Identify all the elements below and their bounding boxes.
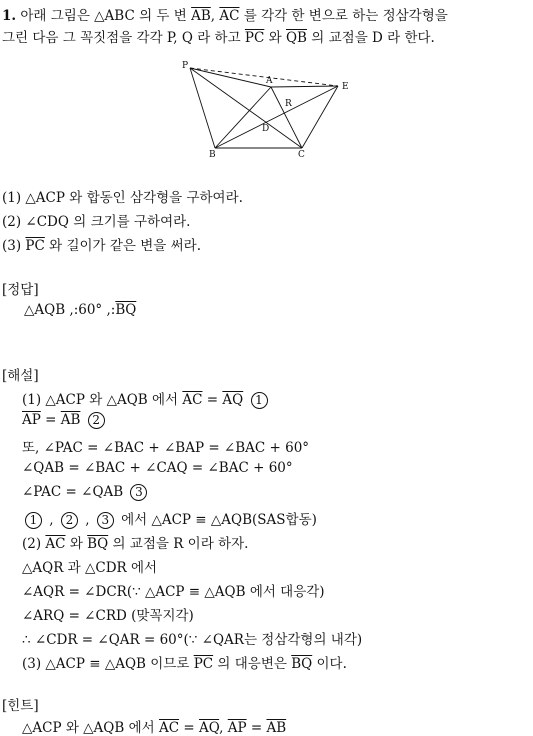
comma: , [85, 512, 90, 528]
question-3 [2, 234, 201, 254]
segment-bq: $\overline{BQ}$ [291, 656, 313, 672]
solution-text: 의 교점을 R 이라 하자. [112, 536, 249, 552]
solution-text: 에서 △ACP ≡ △AQB(SAS합동) [121, 512, 317, 528]
equals-sign: = [206, 392, 219, 408]
equals-sign: = [45, 412, 57, 428]
label-e: E [342, 82, 349, 92]
circled-number-2: 2 [61, 512, 78, 529]
segment-pa [190, 68, 271, 87]
question-text: 와 길이가 같은 변을 써라. [49, 238, 202, 254]
solution-text: ∠PAC = ∠QAB [22, 484, 124, 500]
segment-aq: $\overline{AQ}$ [222, 392, 244, 408]
solution-line-2 [22, 412, 108, 429]
solution-line-10: ∠ARQ = ∠CRD (맞꼭지각) [22, 608, 194, 624]
hint-heading: [힌트] [2, 698, 39, 714]
separator: , [210, 8, 216, 24]
equals-sign: = [250, 720, 263, 736]
solution-line-6 [22, 508, 317, 529]
question-1: (1) △ACP 와 합동인 삼각형을 구하여라. [2, 190, 243, 206]
geometry-figure [0, 0, 533, 170]
solution-line-5 [22, 484, 150, 501]
segment-ac: $\overline{AC}$ [182, 392, 203, 408]
solution-text: 의 대응변은 [217, 656, 287, 672]
solution-text: (1) △ACP 와 △AQB 에서 [22, 392, 179, 408]
circled-number-2: 2 [88, 412, 105, 429]
solution-line-3: 또, ∠PAC = ∠BAC + ∠BAP = ∠BAC + 60° [22, 440, 310, 456]
circled-number-1: 1 [251, 392, 268, 409]
segment-ab: $\overline{AB}$ [266, 720, 287, 736]
label-c: C [298, 150, 305, 160]
solution-line-9: ∠AQR = ∠DCR(∵ △ACP ≡ △AQB 에서 대응각) [22, 584, 325, 600]
answer-text: △AQB ,:60° ,: [24, 302, 116, 318]
label-a: A [266, 76, 273, 86]
problem-text: 아래 그림은 △ABC 의 두 변 [20, 8, 187, 24]
segment-ab: $\overline{AB}$ [60, 412, 81, 428]
answer-line [24, 302, 136, 318]
solution-line-12 [22, 652, 347, 672]
solution-text: 와 [69, 536, 83, 552]
problem-number: 1. [2, 8, 17, 24]
circled-number-1: 1 [25, 512, 42, 529]
segment-bq: $\overline{BQ}$ [87, 536, 109, 552]
equals-sign: = [183, 720, 195, 736]
segment-pc: $\overline{PC}$ [244, 30, 265, 46]
answer-heading: [정답] [2, 282, 39, 298]
segment-pe-dashed [190, 68, 338, 86]
problem-text: 그린 다음 그 꼭짓점을 각각 P, Q 라 하고 [2, 30, 241, 46]
solution-text: (2) [22, 536, 42, 552]
segment-ap: $\overline{AP}$ [22, 412, 41, 428]
label-b: B [209, 150, 216, 160]
circled-number-3: 3 [130, 484, 147, 501]
segment-aq: $\overline{AQ}$ [198, 720, 220, 736]
hint-text: △ACP 와 △AQB 에서 [22, 720, 155, 736]
segment-ab-line [215, 87, 271, 148]
segment-ac: $\overline{AC}$ [158, 720, 180, 736]
segment-pc: $\overline{PC}$ [193, 656, 214, 672]
question-number: (3) [2, 238, 22, 254]
circled-number-3: 3 [97, 512, 114, 529]
label-d: D [262, 124, 270, 134]
segment-ae [271, 86, 338, 87]
solution-line-4: ∠QAB = ∠BAC + ∠CAQ = ∠BAC + 60° [22, 460, 293, 476]
segment-pb [190, 68, 215, 148]
problem-text: 의 교점을 D 라 한다. [311, 30, 435, 46]
segment-ac: $\overline{AC}$ [219, 8, 240, 24]
solution-line-8: △AQR 과 △CDR 에서 [22, 560, 158, 576]
solution-text: (3) △ACP ≡ △AQB 이므로 [22, 656, 190, 672]
label-p: P [182, 61, 189, 71]
problem-text: 와 [268, 30, 282, 46]
segment-ab: $\overline{AB}$ [191, 8, 211, 24]
segment-bq: $\overline{BQ}$ [115, 302, 137, 318]
comma: , [49, 512, 54, 528]
solution-line-1 [22, 388, 271, 409]
segment-ac: $\overline{AC}$ [45, 536, 66, 552]
solution-text: 이다. [316, 656, 347, 672]
solution-line-11: ∴ ∠CDR = ∠QAR = 60°(∵ ∠QAR는 정삼각형의 내각) [22, 632, 363, 648]
problem-text: 를 각각 한 변으로 하는 정삼각형을 [243, 8, 448, 24]
hint-line [22, 716, 286, 736]
question-2: (2) ∠CDQ 의 크기를 구하여라. [2, 214, 191, 230]
solution-heading: [해설] [2, 368, 39, 384]
segment-pc: $\overline{PC}$ [25, 238, 45, 254]
segment-qb: $\overline{QB}$ [285, 30, 307, 46]
separator: , [219, 720, 224, 736]
solution-line-7 [22, 532, 248, 552]
segment-ap: $\overline{AP}$ [227, 720, 247, 736]
label-r: R [285, 99, 292, 109]
